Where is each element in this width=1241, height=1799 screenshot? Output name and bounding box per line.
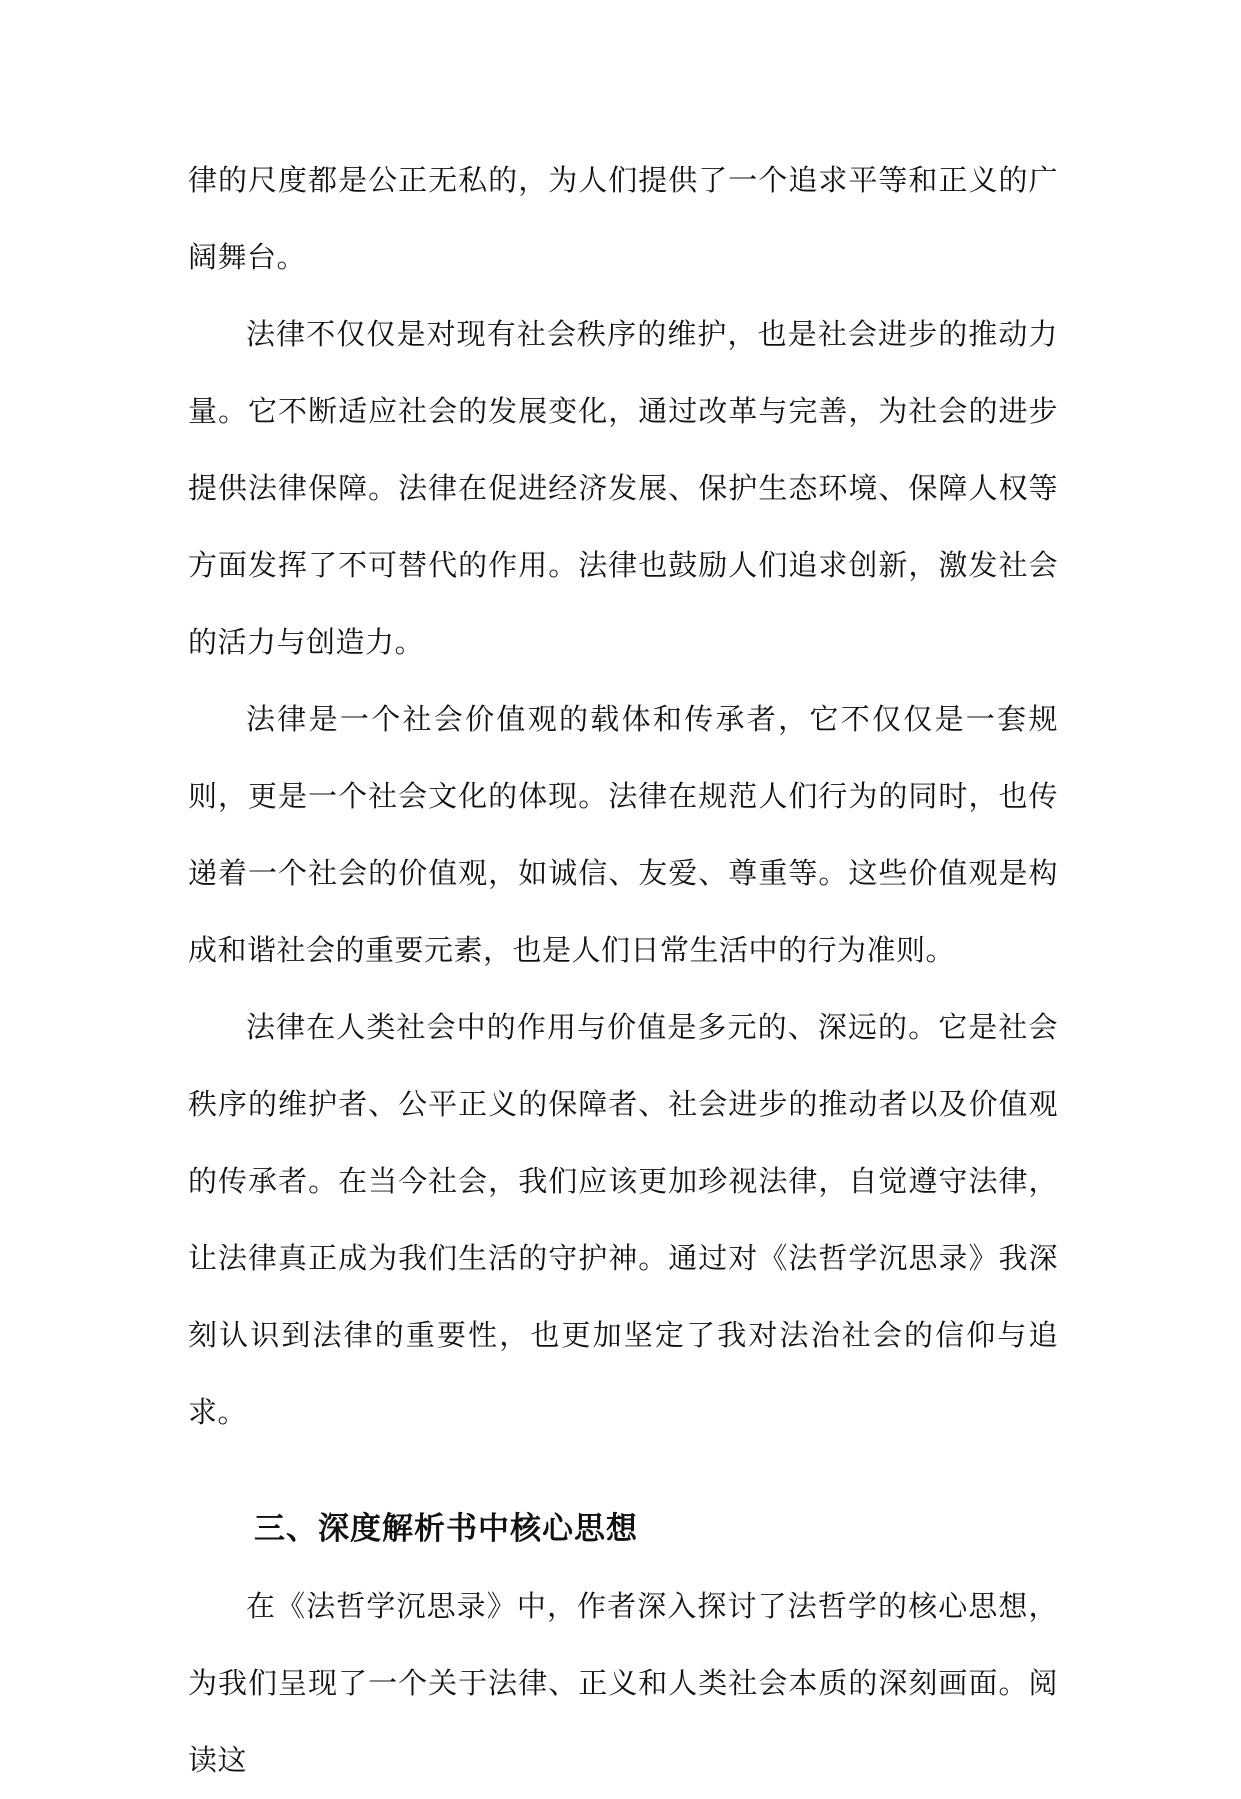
paragraph-core-ideas: 在《法哲学沉思录》中，作者深入探讨了法哲学的核心思想，为我们呈现了一个关于法律、正义和人类社会本质的深刻画面。阅读这 (188, 1589, 1058, 1777)
paragraph-law-progress: 法律不仅仅是对现有社会秩序的维护，也是社会进步的推动力量。它不断适应社会的发展变化，通过改革与完善，为社会的进步提供法律保障。法律在促进经济发展、保护生态环境、保障人权等方面发挥了不可替代的作用。法律也鼓励人们追求创新，激发社会的活力与创造力。 (188, 317, 1058, 659)
paragraph-law-values: 法律是一个社会价值观的载体和传承者，它不仅仅是一套规则，更是一个社会文化的体现。法律在规范人们行为的同时，也传递着一个社会的价值观，如诚信、友爱、尊重等。这些价值观是构成和谐社会的重要元素，也是人们日常生活中的行为准则。 (188, 702, 1058, 967)
paragraph-continuation: 律的尺度都是公正无私的，为人们提供了一个追求平等和正义的广阔舞台。 (188, 163, 1058, 274)
paragraph-law-role-summary: 法律在人类社会中的作用与价值是多元的、深远的。它是社会秩序的维护者、公平正义的保障者、社会进步的推动者以及价值观的传承者。在当今社会，我们应该更加珍视法律，自觉遵守法律，让法律真正成为我们生活的守护神。通过对《法哲学沉思录》我深刻认识到法律的重要性，也更加坚定了我对法治社会的信仰与追求。 (188, 1010, 1058, 1429)
document-body (188, 142, 1058, 1799)
section-heading: 三、深度解析书中核心思想 (254, 1511, 638, 1547)
